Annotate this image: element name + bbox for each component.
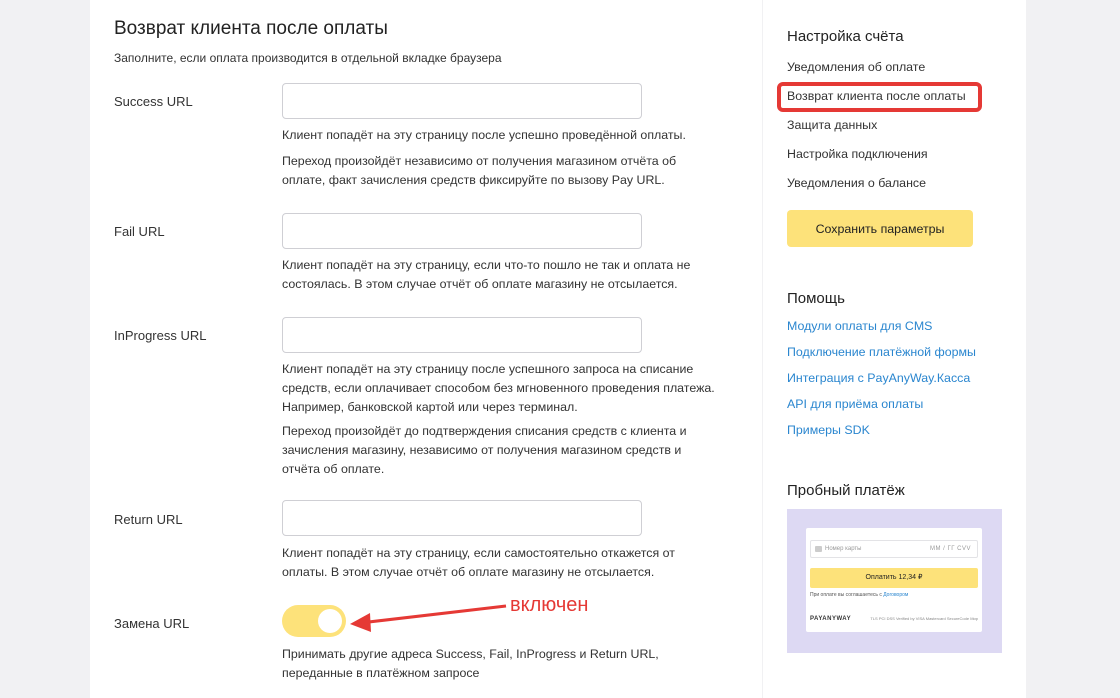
return-url-label: Return URL [114,512,183,527]
help-link-sdk[interactable]: Примеры SDK [787,423,870,437]
page-subtitle: Заполните, если оплата производится в отдельной вкладке браузера [114,51,502,65]
success-url-help: Клиент попадёт на эту страницу после успешно проведённой оплаты. [282,128,686,142]
test-payment-preview[interactable] [787,509,1002,653]
fail-url-help: Клиент попадёт на эту страницу, если что-то пошло не так и оплата не состоялась. В этом случае отчёт об оплате магазину не отсылается. [282,258,691,291]
main-panel [90,0,762,698]
success-url-input[interactable] [282,83,642,119]
nav-client-return[interactable]: Возврат клиента после оплаты [787,89,966,103]
help-title: Помощь [787,290,845,307]
preview-pay-button: Оплатить 12,34 ₽ [810,568,978,588]
return-url-help: Клиент попадёт на эту страницу, если самостоятельно откажется от оплаты. В этом случае отчёт об оплате магазину не отсылается. [282,546,675,579]
preview-agree-text [810,592,908,598]
help-link-api[interactable]: API для приёма оплаты [787,397,924,411]
success-url-label: Success URL [114,94,193,109]
card-icon [815,546,822,552]
toggle-knob [318,609,342,633]
preview-brand-logo: PAYANYWAY [810,616,852,622]
fail-url-label: Fail URL [114,224,165,239]
inprogress-url-help-2: Переход произойдёт до подтверждения списания средств с клиента и зачисления магазину, независимо от получения магазином средств и отчёта об оплате. [282,424,687,476]
nav-payment-notifications[interactable]: Уведомления об оплате [787,60,926,74]
preview-card [806,528,982,632]
settings-title: Настройка счёта [787,28,904,45]
url-replace-toggle[interactable] [282,605,346,637]
annotation-label: включен [510,594,589,616]
page-title: Возврат клиента после оплаты [114,18,388,39]
preview-agree-link: Договором [883,592,909,598]
help-link-cms[interactable]: Модули оплаты для CMS [787,319,933,333]
preview-security-badges: TLS PCI DSS Verified by VISA Mastercard SecureCode Мир [870,616,978,621]
inprogress-url-label: InProgress URL [114,328,207,343]
nav-data-protection[interactable]: Защита данных [787,118,878,132]
annotation-arrow-icon [344,596,514,636]
inprogress-url-help: Клиент попадёт на эту страницу после успешного запроса на списание средств, если оплачивает способом без мгновенного проведения платежа. Например, банковской картой или через терминал. [282,362,715,414]
url-replace-label: Замена URL [114,616,190,631]
nav-connection-settings[interactable]: Настройка подключения [787,147,928,161]
success-url-help-2: Переход произойдёт независимо от получения магазином отчёта об оплате, факт зачисления средств фиксируйте по вызову Pay URL. [282,154,677,187]
help-link-kassa[interactable]: Интеграция с PayAnyWay.Касса [787,371,971,385]
preview-agree-prefix: При оплате вы соглашаетесь с [810,592,884,598]
preview-expiry-cvv: ММ / ГГ CVV [930,546,971,552]
help-link-payment-form[interactable]: Подключение платёжной формы [787,345,976,359]
save-button[interactable]: Сохранить параметры [787,210,973,247]
test-payment-title: Пробный платёж [787,482,905,499]
return-url-input[interactable] [282,500,642,536]
url-replace-help: Принимать другие адреса Success, Fail, InProgress и Return URL, переданные в платёжном запросе [282,647,659,680]
nav-balance-notifications[interactable]: Уведомления о балансе [787,176,927,190]
inprogress-url-input[interactable] [282,317,642,353]
fail-url-input[interactable] [282,213,642,249]
preview-card-placeholder: Номер карты [825,546,862,552]
sidebar [763,0,1026,698]
preview-card-input [810,540,978,558]
